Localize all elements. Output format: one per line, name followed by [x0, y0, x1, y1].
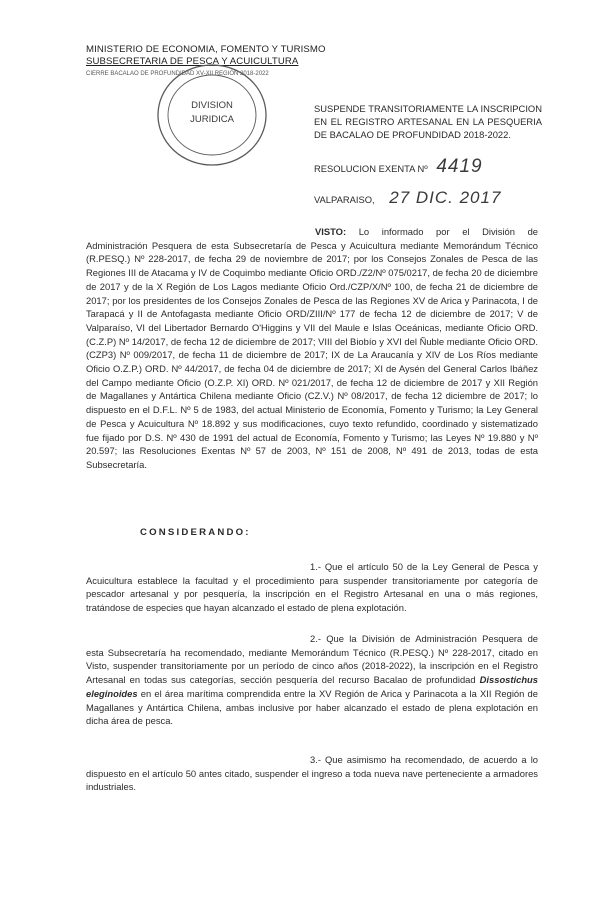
visto-text: Lo informado por el División de Administración Pesquera de esta Subsecretaría de Pesca y Acuicultura mediante Memorándum Técnico (R.PESQ.) Nº 228-2017, de fecha 29 de noviembre de 2017; por los Consejos Zonales de Pesca de las Regiones III de Atacama y IV de Coquimbo mediante Oficio ORD./Z2/Nº 075/0217, de fecha 20 de diciembre de 2017 y de la X Región de Los Lagos mediante Oficio Ord./CZP/X/Nº 100, de fecha 21 de diciembre de 2017; por los presidentes de los Consejos Zonales de Pesca de las Regiones XV de Arica y Parinacota, I de Tarapacá y II de Antofagasta mediante Oficio ORD/ZIII/Nº 177 de fecha 12 de diciembre de 2017; V de Valparaíso, VI del Libertador Bernardo O'Higgins y VII del Maule e Islas Oceánicas, mediante Oficio ORD. (C.Z.P) Nº 14/2017, de fecha 12 de diciembre de 2017; VIII del Biobío y XVI del Ñuble mediante Oficio ORD. (CZP3) Nº 009/2017, de fecha 11 de diciembre de 2017; IX de La Araucanía y XIV de Los Ríos mediante Oficio O.Z.P.) ORD. Nº 44/2017, de fecha 04 de diciembre de 2017; XI de Aysén del General Carlos Ibáñez del Campo mediante Oficio (O.Z.P. XI) ORD. Nº 021/2017, de fecha 12 de diciembre de 2017 y XII Región de Magallanes y Antártica Chilena mediante Oficio (CZ.V.) Nº 08/2017, de fecha 12 diciembre de 2017; lo dispuesto en el D.F.L. Nº 5 de 1983, del actual Ministerio de Economía, Fomento y Turismo; la Ley General de Pesca y Acuicultura Nº 18.892 y sus modificaciones, cuyo texto refundido, coordinado y sistematizado fue fijado por D.S. Nº 430 de 1991 del actual de Economía, Fomento y Turismo; las Leyes Nº 19.880 y Nº 20.597; las Resoluciones Exentas Nº 57 de 2003, Nº 151 de 2008, Nº 491 de 2013, todas de esta Subsecretaría. — [86, 226, 538, 470]
considerando-paragraph-1 — [86, 560, 538, 615]
ministry-name: MINISTERIO DE ECONOMIA, FOMENTO Y TURISMO — [86, 44, 326, 55]
place-date-line — [314, 188, 501, 208]
resolution-label: RESOLUCION EXENTA Nº — [314, 163, 428, 174]
visto-paragraph — [86, 225, 538, 472]
considerando-paragraph-2 — [86, 632, 538, 728]
subsecretaria-name: SUBSECRETARIA DE PESCA Y ACUICULTURA — [86, 56, 299, 67]
stamp-line-2: JURIDICA — [190, 114, 234, 125]
paragraph-1-text: 1.- Que el artículo 50 de la Ley General de Pesca y Acuicultura establece la facultad y el procedimiento para suspender transitoriamente por categoría de pescador artesanal y por pesquería, la inscripción en el Registro Artesanal en una o más regiones, tratándose de especies que hayan alcanzado el estado de plena explotación. — [86, 561, 538, 614]
considerando-paragraph-3 — [86, 753, 538, 794]
file-reference: CIERRE BACALAO DE PROFUNDIDAD XV-XII REGIÓN 2018-2022 — [86, 71, 269, 77]
species-name: Dissostichus eleginoides — [86, 674, 538, 699]
resolution-number-line — [314, 156, 483, 178]
visto-label: VISTO: — [315, 226, 347, 237]
paragraph-2-text-a: 2.- Que la División de Administración Pesquera de esta Subsecretaría ha recomendado, mediante Memorándum Técnico (R.PESQ.) Nº 228-2017, citado en Visto, suspender transitoriamente por un período de cinco años (2018-2022), la inscripción en el Registro Artesanal en todas sus categorías, sección pesquería del recurso Bacalao de profundidad — [86, 633, 538, 686]
paragraph-2-text-b: en el área marítima comprendida entre la XV Región de Arica y Parinacota a la XII Región de Magallanes y Antártica Chilena, ambas inclusive por haber alcanzado el estado de plena explotación en dicha área de pesca. — [86, 687, 538, 727]
city: VALPARAISO, — [314, 194, 375, 205]
paragraph-3-text: 3.- Que asimismo ha recomendado, de acuerdo a lo dispuesto en el artículo 50 antes citado, suspender el ingreso a toda nueva nave perteneciente a armadores industriales. — [86, 754, 538, 793]
resolution-number: 4419 — [436, 156, 483, 177]
division-juridica-stamp — [152, 60, 272, 170]
considerando-heading: CONSIDERANDO: — [140, 527, 251, 538]
resolution-date: 27 DIC. 2017 — [389, 188, 502, 207]
resolution-summary: SUSPENDE TRANSITORIAMENTE LA INSCRIPCION EN EL REGISTRO ARTESANAL EN LA PESQUERIA DE BACALAO DE PROFUNDIDAD 2018-2022. — [314, 103, 542, 140]
stamp-line-1: DIVISION — [191, 100, 233, 111]
